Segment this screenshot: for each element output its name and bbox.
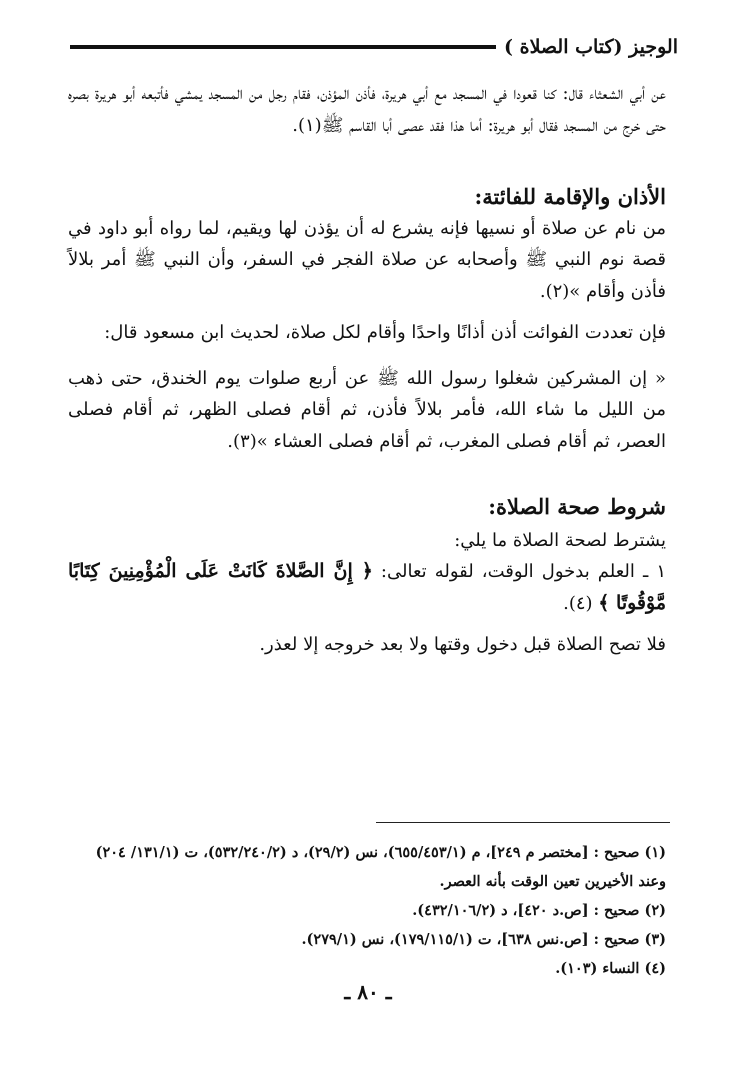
footnote-4: (٤) النساء (١٠٣). [555,960,666,977]
paragraph-multiple-missed: فإن تعددت الفوائت أذن أذانًا واحدًا وأقام لكل صلاة، لحديث ابن مسعود قال: [104,322,666,343]
paragraph-conditions-intro: يشترط لصحة الصلاة ما يلي: [454,529,666,551]
condition-time-text: ١ ـ العلم بدخول الوقت، لقوله تعالى: [372,561,666,582]
main-text [68,78,666,661]
footnote-2: (٢) صحيح : [ص.د ٤٢٠]، د (٤٣٢/١٠٦/٢). [412,902,666,919]
section-heading-adhan-faita: الأذان والإقامة للفائتة: [474,184,666,209]
running-header [70,30,678,64]
footnote-divider [376,822,670,823]
paragraph-time-ruling: فلا تصح الصلاة قبل دخول وقتها ولا بعد خروجه إلا لعذر. [259,634,666,655]
paragraph-hadith-khandaq: « إن المشركين شغلوا رسول الله ﷺ عن أربع صلوات يوم الخندق، حتى ذهب من الليل ما شاء الله، فأمر بلالاً فأذن، ثم أقام فصلى الظهر، ثم أقام فصلى العصر، ثم أقام فصلى المغرب، ثم أقام فصلى العشاء »(٣). [68,367,666,452]
footnote-3: (٣) صحيح : [ص.نس ٦٣٨]، ت (١٧٩/١١٥/١)، نس (٢٧٩/١). [301,931,666,948]
page-number: ـ ٨٠ ـ [344,980,392,1004]
paragraph-condition-time [68,556,666,619]
footnotes [68,838,666,983]
verse-footnote-ref: (٤). [563,592,599,614]
paragraph-missed-prayer: من نام عن صلاة أو نسيها فإنه يشرع له أن يؤذن لها ويقيم، لما رواه أبو داود في قصة نوم النبي ﷺ وأصحابه عن صلاة الفجر في السفر، وأن النبي ﷺ أمر بلالاً فأذن وأقام »(٢). [68,217,666,302]
header-title: الوجيز (كتاب الصلاة ) [504,36,678,58]
footnote-1: (١) صحيح : [مختصر م ٢٤٩]، م (٦٥٥/٤٥٣/١)، نس (٢٩/٢)، د (٥٣٢/٢٤٠/٢)، ت (١٣١/١/ ٢٠٤) وعند الأخيرين تعين الوقت بأنه العصر. [95,844,666,890]
section-heading-prayer-conditions: شروط صحة الصلاة: [488,494,666,519]
paragraph-hadith-abu-shaatha: عن أبي الشعثاء قال: كنا قعودا في المسجد مع أبي هريرة، فأذن المؤذن، فقام رجل من المسجد يمشي فأتبعه أبو هريرة بصره حتى خرج من المسجد فقال أبو هريرة: أما هذا فقد عصى أبا القاسم ﷺ(١). [68,83,666,136]
header-rule [70,45,496,49]
quran-verse: ﴿ إِنَّ الصَّلاةَ كَانَتْ عَلَى الْمُؤْمِنِينَ كِتَابًا مَّوْقُوتًا ﴾ [68,560,666,614]
